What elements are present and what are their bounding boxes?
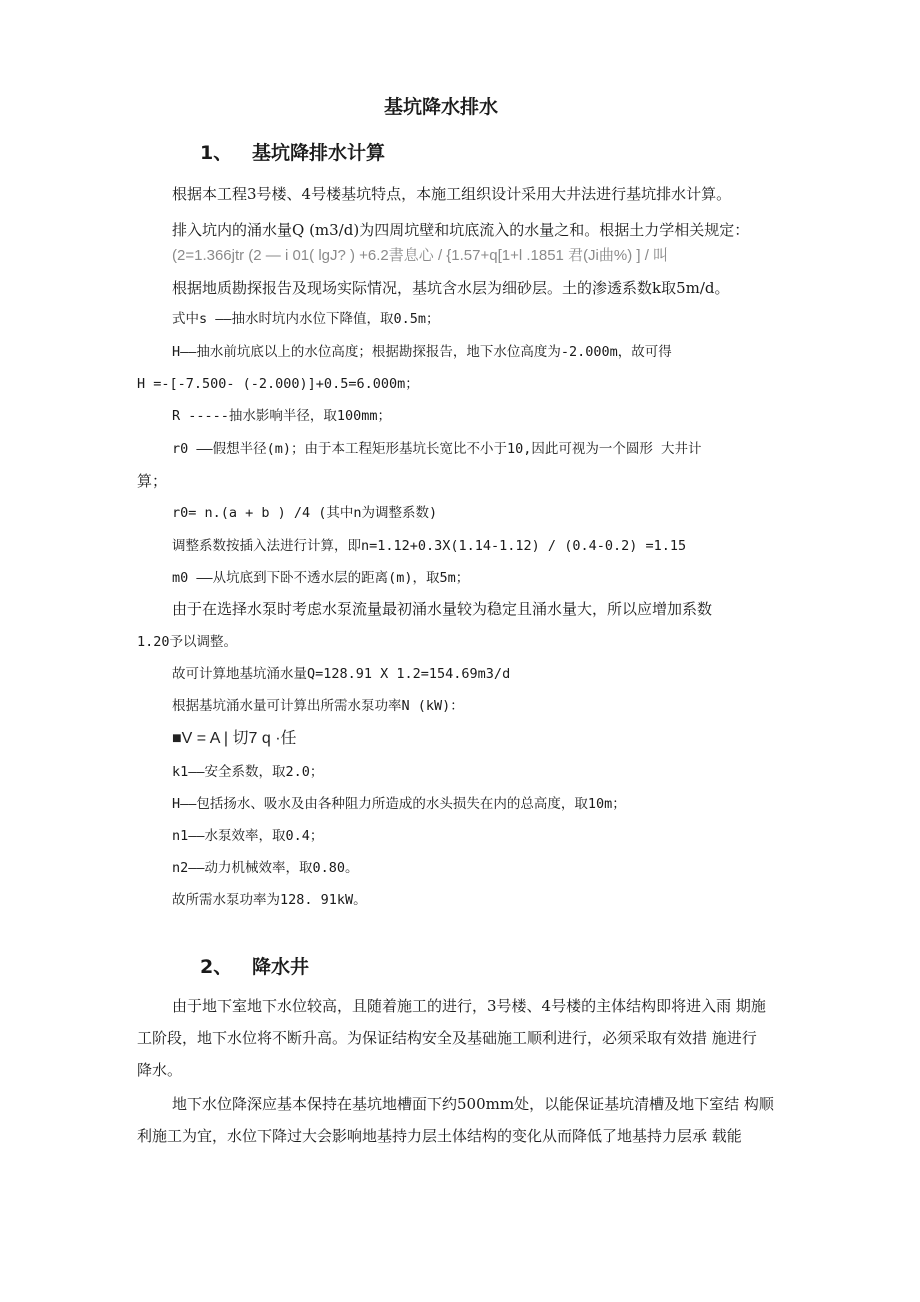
paragraph: 式中s ——抽水时坑内水位下降值，取0.5m；	[172, 311, 440, 327]
paragraph: 根据地质勘探报告及现场实际情况，基坑含水层为细砂层。土的渗透系数k取5m/d。	[172, 279, 730, 297]
paragraph: 故可计算地基坑涌水量Q=128.91 X 1.2=154.69m3/d	[172, 666, 511, 682]
formula-inflow: (2=1.366jtr (2 — i 01( lgJ? ) +6.2書息心 / {1.57+q[1+l .1851 君(Ji曲%) ] / 叫	[172, 247, 669, 264]
paragraph: 由于在选择水泵时考虑水泵流量最初涌水量较为稳定且涌水量大，所以应增加系数	[172, 600, 713, 618]
paragraph: R -----抽水影响半径，取100mm；	[172, 408, 392, 424]
paragraph: k1——安全系数，取2.0；	[172, 764, 324, 780]
paragraph: 1.20予以调整。	[137, 634, 238, 650]
paragraph: 降水。	[137, 1061, 183, 1079]
paragraph: 故所需水泵功率为128. 91kW。	[172, 892, 367, 908]
paragraph: 算；	[137, 472, 168, 490]
paragraph: 根据基坑涌水量可计算出所需水泵功率N (kW)：	[172, 698, 464, 714]
section-1-heading	[200, 142, 385, 164]
paragraph: r0 ——假想半径(m)；由于本工程矩形基坑长宽比不小于10,因此可视为一个圆形 大井计	[172, 441, 702, 457]
section-1-title: 基坑降排水计算	[252, 142, 386, 164]
paragraph: n2——动力机械效率，取0.80。	[172, 860, 359, 876]
formula-power: ■V = A | 切7 q ·任	[172, 730, 297, 747]
paragraph: H——抽水前坑底以上的水位高度；根据勘探报告，地下水位高度为-2.000m，故可得	[172, 344, 672, 360]
section-2-heading	[200, 956, 309, 978]
paragraph: 调整系数按插入法进行计算，即n=1.12+0.3X(1.14-1.12) / (0.4-0.2) =1.15	[172, 538, 687, 554]
section-1-number: 1、	[200, 142, 233, 164]
paragraph: 排入坑内的涌水量Q (m3/d)为四周坑壁和坑底流入的水量之和。根据土力学相关规定：	[172, 221, 750, 239]
paragraph: 根据本工程3号楼、4号楼基坑特点，本施工组织设计采用大井法进行基坑排水计算。	[172, 185, 732, 203]
paragraph: H =-[-7.500- (-2.000)]+0.5=6.000m；	[137, 376, 419, 392]
section-2-number: 2、	[200, 956, 233, 978]
paragraph: H——包括扬水、吸水及由各种阻力所造成的水头损失在内的总高度，取10m；	[172, 796, 626, 812]
paragraph: m0 ——从坑底到下卧不透水层的距离(m)，取5m；	[172, 570, 470, 586]
paragraph: 利施工为宜，水位下降过大会影响地基持力层土体结构的变化从而降低了地基持力层承 载能	[137, 1127, 742, 1145]
paragraph: 地下水位降深应基本保持在基坑地槽面下约500mm处，以能保证基坑清槽及地下室结 构顺	[172, 1095, 774, 1113]
paragraph: 由于地下室地下水位较高，且随着施工的进行，3号楼、4号楼的主体结构即将进入雨 期施	[172, 997, 766, 1015]
paragraph: r0= n.(a + b ) /4 (其中n为调整系数)	[172, 505, 438, 521]
paragraph: n1——水泵效率，取0.4；	[172, 828, 324, 844]
section-2-title: 降水井	[252, 956, 310, 978]
page-title: 基坑降水排水	[384, 96, 499, 118]
paragraph: 工阶段，地下水位将不断升高。为保证结构安全及基础施工顺利进行，必须采取有效措 施进行	[137, 1029, 757, 1047]
